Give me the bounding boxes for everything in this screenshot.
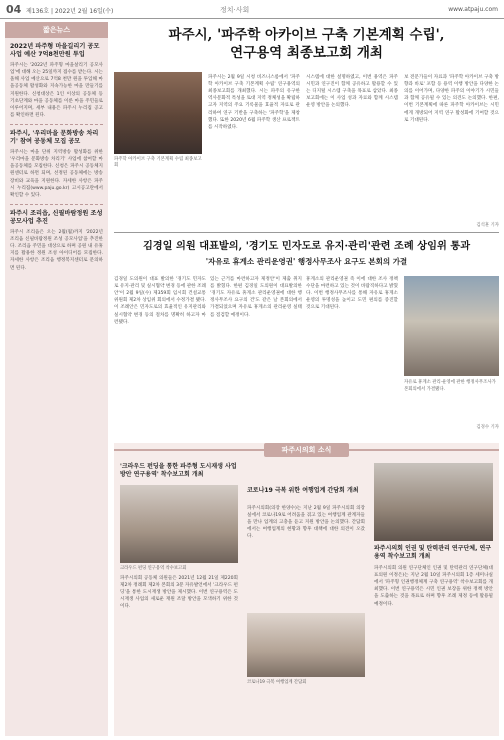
article-photo <box>114 72 202 154</box>
divider <box>114 232 499 233</box>
photo-caption: 파주학 아카이브 구축 기본계획 수립 최종보고회 <box>114 157 202 168</box>
photo-caption: 크라우드 펀딩 연구용역 착수보고회 <box>120 566 187 571</box>
byline: 김석훈 기자 <box>476 223 499 228</box>
page-header <box>0 0 504 19</box>
article-headline <box>114 26 499 62</box>
headline-line-2: 연구용역 최종보고회 개최 <box>230 45 383 62</box>
article-column: 있는 근거를 마련하고자 제정안'이 제출 취지를 밝혔다. 한편 김경일 도의원이 대표발의한 '경기도 자유로 휴게소 관리운영권에 대한 행정사무조사 요구의 건'도 같은 날 본회의에서 가결되었으며 자유로 휴게소의 관리운영 실태를 점검할 예정이다. <box>210 277 302 318</box>
short-news-sidebar <box>5 22 108 736</box>
short-news-body: 파주시는 '2022년 파주형 마을살리기 공모사업'에 대해 오는 25일까지 접수를 받는다. 시는 올해 사업 예산으로 7억8 천만 원을 투입해 마을공동체 활성화와 지속가능한 마을 만들기를 지원한다. 신청대상은 1인 이상의 공동체 등 기초단계와 마을 공동체를 이룬 마을 주민들로 이루어지며, 세부 내용은 파주시 누리집 공고를 확인하면 된다. <box>10 63 103 118</box>
council-news-photo <box>374 463 493 541</box>
article-column: 시스템에 대한 설명하였고, 이번 용역은 파주시민과 연구진이 함께 공유하고 활용할 수 있는 디지털 시스템 구축을 목표로 삼았다. 최종보고회에는 이 사업 성과 자료와 함께 시스템 운영 방안을 논의했다. <box>306 75 398 109</box>
divider <box>10 204 103 205</box>
photo-caption: 코로나19 극복 여행업계 간담회 <box>247 680 307 685</box>
article-archive <box>114 22 499 62</box>
page-number: 04 <box>6 3 22 16</box>
box-heading-label: 파주시의회 소식 <box>264 443 349 457</box>
council-news-body: 파주시의회 의원 연구단체인 인권 및 탄력관리 연구단체(대표의원 이정은)는 지난 2월 10일 파주시의회 1층 세미나실에서 '파주형 인권행정체계 구축 연구용역' 착수보고회를 개최했다. 이번 연구용역은 시민 인권 보장을 위한 정책 방안을 도출하는 것을 목표로 하며 향후 조례 제정 등에 활용될 예정이다. <box>374 566 493 607</box>
byline: 김경수 기자 <box>476 425 499 430</box>
divider <box>10 124 103 125</box>
site-url[interactable]: www.atpaju.com <box>448 6 498 13</box>
article-column: 파주시는 2월 9일 시청 비즈니스룸에서 '파주학 아카이브 구축 기본계획 수립' 연구용역의 최종보고회를 개최했다. 시는 파주의 유구한 역사문화적 특성을 토대 지역 정체성을 확립하고자 지역의 주요 기록물을 효율적 자료로 관리하여 연구 기반을 구축하는 '파주학'을 제창했다. 또한 2020년 6월 파주학 생산 프로젝트를 시작하였다. <box>208 75 300 130</box>
council-news-body: 파주시의회 공동체 의원들은 2021년 12월 21일 제220회 제2차 정례회 제2차 본회의 3분 자유발언에서 '크라우드 펀딩'을 통한 도시재생 방안을 제시했다. 이번 연구용역은 도시재생 사업의 새로운 재원 조달 방안을 모색하기 위한 것이다. <box>120 576 238 610</box>
short-news-body: 파주시 조리읍은 오는 2월(월)까지 '2022년 조리읍 신필바람정원 조성 공모사업'을 추진한다. 조리읍 주민을 대상으로 하며 공원 내 유휴지를 활용한 정원 조성 아이디어를 모집한다. 자세한 사항은 조리읍 행정복지센터로 문의하면 된다. <box>10 230 103 271</box>
short-news-title: 파주시 조리읍, 신필바람정원 조성 공모사업 추진 <box>10 209 103 225</box>
article-column: 보 전문가들이 자료과 '파주학 아카이브 구축 방향과 바로' 포함 등 용역 이행 방안을 다양한 논의를 이어가며, 다양한 파주의 이야기가 시민들과 함께 공유될 수 있는 의견도 논의했다. 한편, 이번 기본계획에 따른 파주학 아카이브는 시민에게 개방되어 지역 연구 활성화에 기여할 것으로 기대된다. <box>404 75 499 123</box>
short-news-title: 파주시, '우리마을 문화방송 차리기' 참여 공동체 모집 공모 <box>10 130 99 146</box>
article-column: 김경일 도의원이 대표 발의한 '경기도 민자도로 유지·관리 및 실시협약 변경 등에 관한 조례안'이 2월 9일(수) 제359회 임시회 건설교통위원회 제2차 상임위 회의에서 수정가결 됐다. 이 조례안은 민자도로의 효율적인 유지관리와 실시협약 변경 등의 절차를 명확히 하고자 마련됐다. <box>114 277 206 325</box>
council-news-box <box>114 443 499 736</box>
article-column: 휴게소의 관리운영권 즉 이에 대한 조사 정책 수단을 마련하고 있는 것이 바람직하다고 밝혔다. 이번 행정사무조사를 통해 자유로 휴게소 운영의 투명성을 높이고 도민 편의를 증진할 것으로 기대된다. <box>306 277 398 311</box>
article-subheadline: '자유로 휴게소 관리운영권' 행정사무조사 요구도 본회의 가결 <box>205 257 408 266</box>
headline-line-1: 파주시, '파주학 아카이브 구축 기본계획 수립', <box>168 27 445 43</box>
issue-date: 제136호 | 2022년 2월 16일(수) <box>26 8 114 15</box>
council-news-photo <box>247 613 365 677</box>
article-headline: 김경일 의원 대표발의, '경기도 민자도로 유지·관리'관련 조례 상임위 통과 <box>142 240 471 252</box>
council-news-body: 파주시의회(의장 한양수)는 지난 2월 9일 파주시의회 의장실에서 코로나19로 어려움을 겪고 있는 여행업계 관계자들을 만나 업계의 고충을 듣고 지원 방안을 논의했다. 간담회에서는 여행업계의 현황과 향후 대책에 대한 의견이 오갔다. <box>247 506 365 540</box>
council-news-title: 파주시의회 인권 및 탄력관리 연구단체, 연구용역 착수보고회 개최 <box>374 545 492 561</box>
sidebar-heading: 짧은뉴스 <box>5 22 108 38</box>
article-photo <box>404 276 499 376</box>
council-news-title: '크라우드 펀딩을 통한 파주형 도시재생 사업방안 연구용역' 착수보고회 개최 <box>120 463 237 479</box>
section-name: 정치·사회 <box>220 6 250 14</box>
short-news-body: 파주시는 마을 단위 지역방송 활성화를 위한 '우리마을 문화방송 차리기' 사업에 참여할 마을공동체를 모집한다. 신청은 파주시 공동체지원센터로 하면 되며, 선정된 공동체에는 방송 장비와 교육을 지원한다. 자세한 사항은 파주시 누리집(www.paju.go.kr) 고시공고란에서 확인할 수 있다. <box>10 150 103 198</box>
council-news-title: 코로나19 극복 위한 여행업계 간담회 개최 <box>247 487 359 494</box>
box-heading <box>114 443 499 457</box>
photo-caption: 자유로 휴게소 관리·운영에 관한 행정사무조사가 본회의에서 가결됐다. <box>404 380 496 392</box>
short-news-title: 2022년 파주형 마을길리기 공모사업 예산 7억8천만원 투입 <box>10 43 100 59</box>
council-news-photo <box>120 485 238 563</box>
